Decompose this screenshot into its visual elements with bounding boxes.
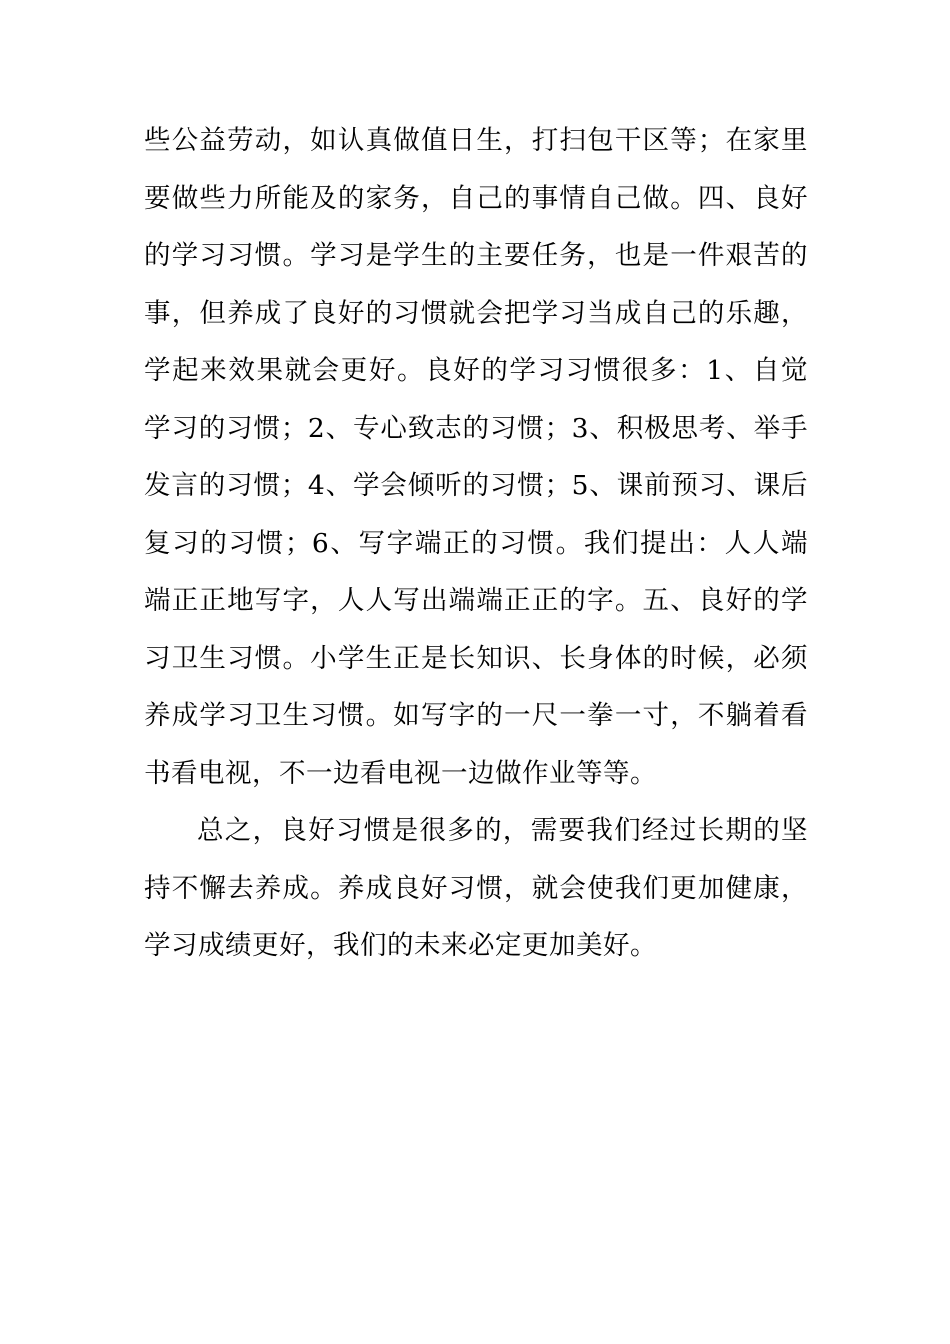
paragraph-conclusion: 总之，良好习惯是很多的，需要我们经过长期的坚持不懈去养成。养成良好习惯，就会使我们更加健康，学习成绩更好，我们的未来必定更加美好。: [144, 815, 808, 961]
document-body: [144, 112, 808, 975]
paragraph-continuation: 些公益劳动，如认真做值日生，打扫包干区等；在家里要做些力所能及的家务，自己的事情自己做。四、良好的学习习惯。学习是学生的主要任务，也是一件艰苦的事，但养成了良好的习惯就会把学习当成自己的乐趣，学起来效果就会更好。良好的学习习惯很多：1、自觉学习的习惯；2、专心致志的习惯；3、积极思考、举手发言的习惯；4、学会倾听的习惯；5、课前预习、课后复习的习惯；6、写字端正的习惯。我们提出：人人端端正正地写字，人人写出端端正正的字。五、良好的学习卫生习惯。小学生正是长知识、长身体的时候，必须养成学习卫生习惯。如写字的一尺一拳一寸，不躺着看书看电视，不一边看电视一边做作业等等。: [144, 125, 808, 789]
